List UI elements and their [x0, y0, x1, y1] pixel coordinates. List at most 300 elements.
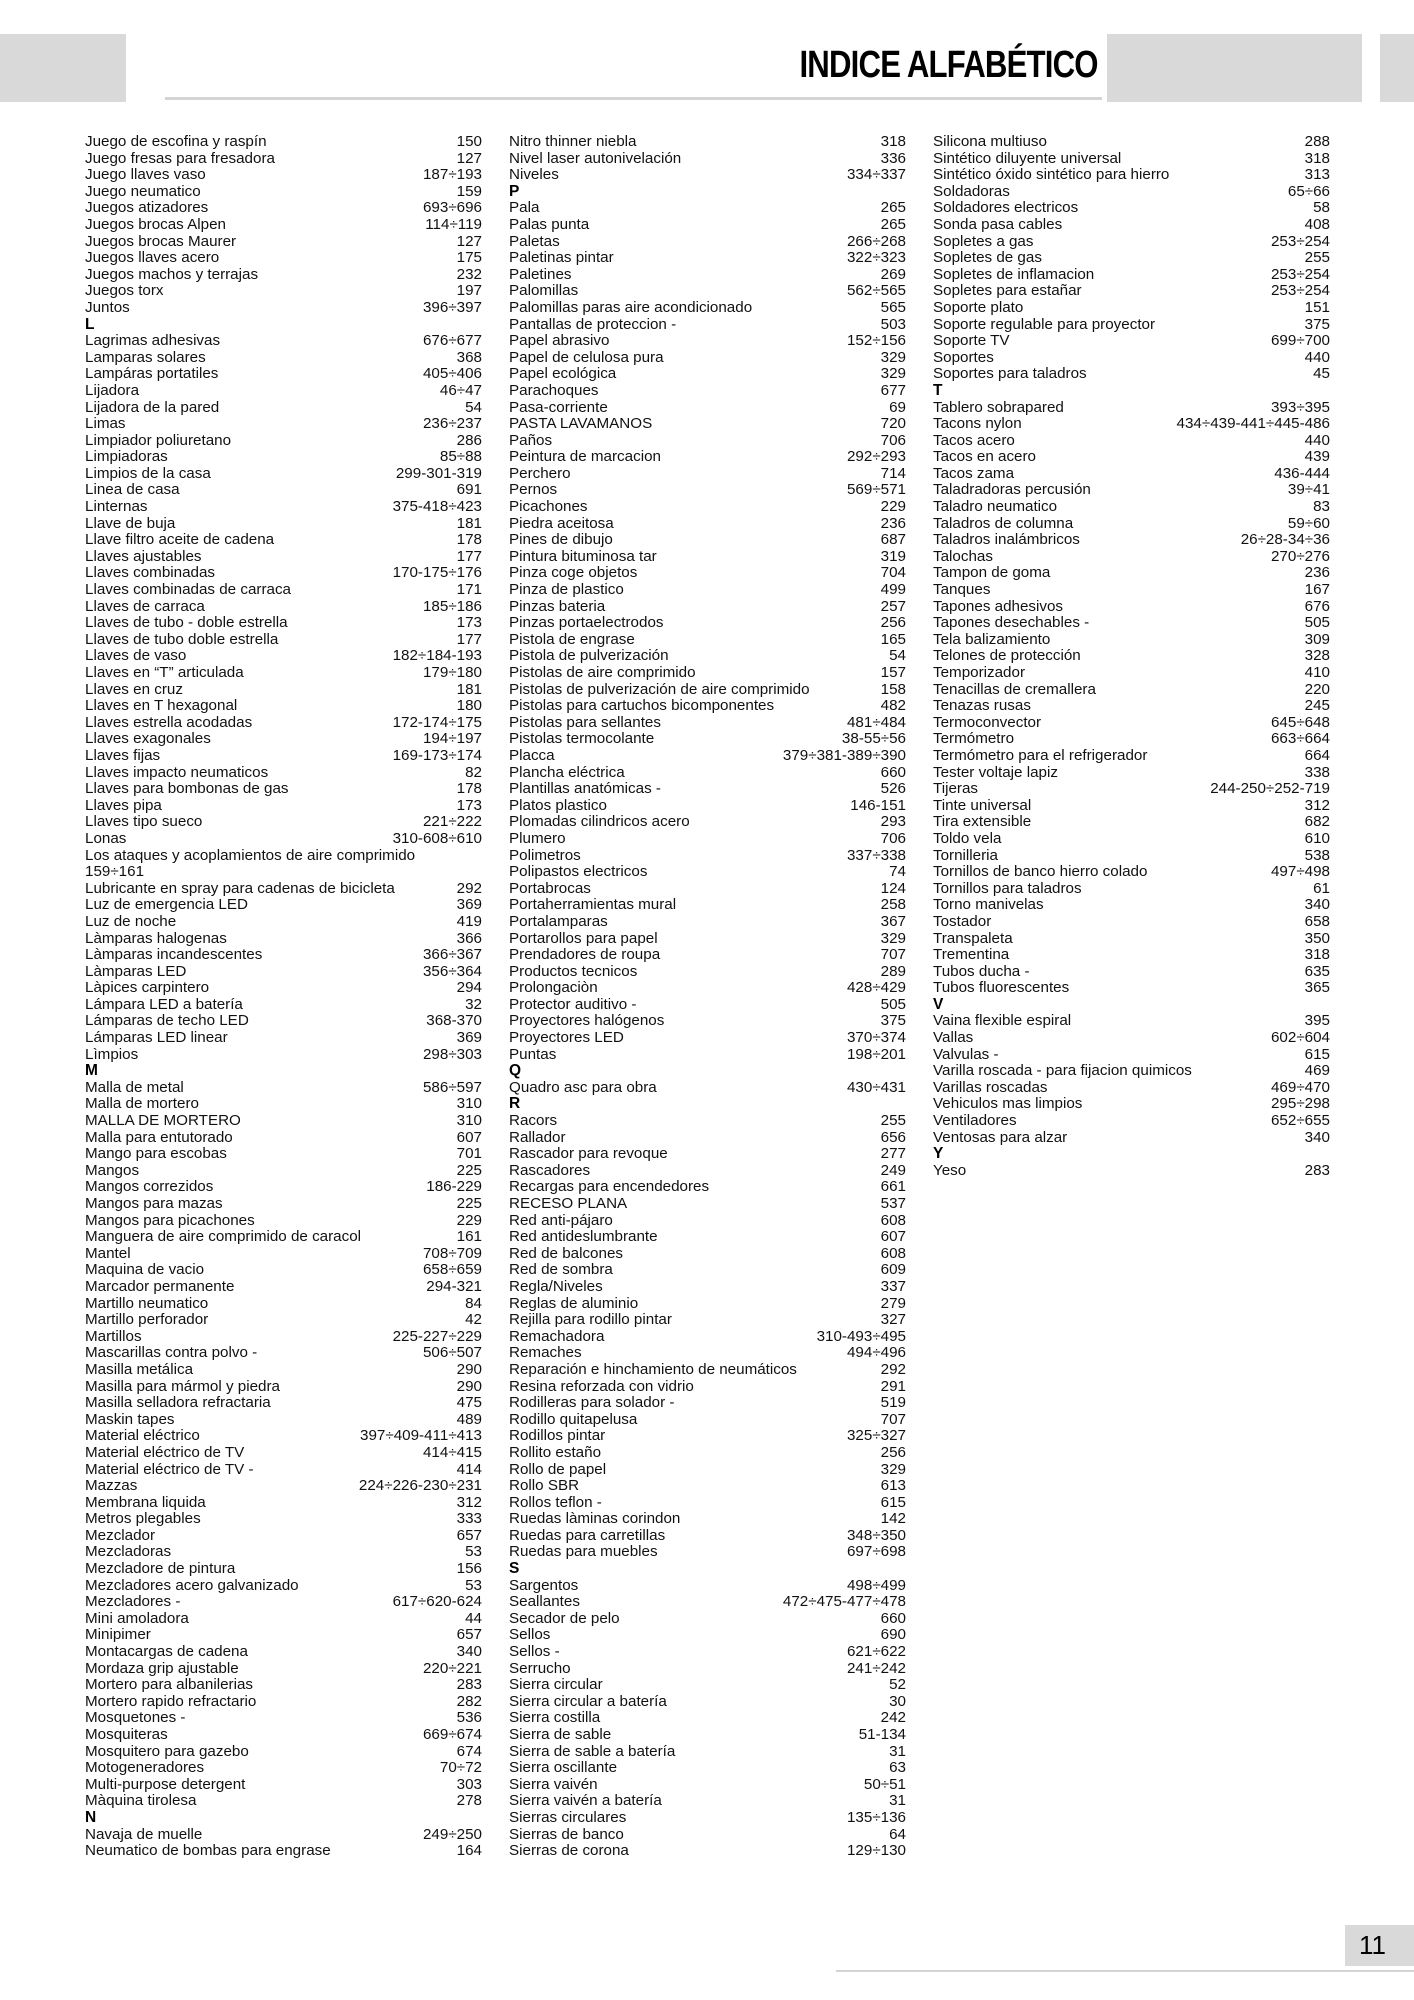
index-entry [509, 914, 906, 931]
entry-page-ref: 312 [456, 1493, 482, 1511]
entry-name: Rejilla para rodillo pintar [509, 1311, 672, 1329]
entry-page-ref: 85÷88 [439, 448, 482, 466]
index-entry [509, 416, 906, 433]
entry-page-ref: 340 [456, 1643, 482, 1661]
entry-name: Tester voltaje lapiz [933, 763, 1058, 781]
entry-name: Lámparas de techo LED [85, 1012, 249, 1030]
entry-page-ref: 269 [880, 265, 906, 283]
entry-name: Proyectores halógenos [509, 1012, 665, 1030]
entry-page-ref: 310 [456, 1112, 482, 1130]
entry-name: Transpaleta [933, 929, 1013, 947]
entry-page-ref: 499 [880, 581, 906, 599]
entry-page-ref: 253÷254 [1270, 232, 1330, 250]
index-entry [509, 1395, 906, 1412]
entry-name: Linternas [85, 498, 148, 516]
index-entry [509, 615, 906, 632]
entry-name: Lijadora de la pared [85, 398, 220, 416]
entry-name: Pasa-corriente [509, 398, 608, 416]
entry-page-ref: 329 [880, 1460, 906, 1478]
entry-page-ref: 322÷323 [846, 249, 906, 267]
index-entry [85, 781, 482, 798]
entry-page-ref: 279 [880, 1294, 906, 1312]
entry-name: Juego llaves vaso [85, 166, 206, 184]
entry-page-ref: 292÷293 [846, 448, 906, 466]
entry-name: Martillo neumatico [85, 1294, 209, 1312]
entry-page-ref: 194÷197 [422, 730, 482, 748]
entry-page-ref: 329 [880, 365, 906, 383]
entry-page-ref: 720 [880, 415, 906, 433]
entry-page-ref: 159÷161 [85, 863, 145, 881]
entry-page-ref: 657 [456, 1526, 482, 1544]
index-entry [509, 1827, 906, 1844]
entry-page-ref: 318 [880, 133, 906, 150]
entry-page-ref: 290 [456, 1360, 482, 1378]
entry-name: Llaves pipa [85, 796, 162, 814]
entry-name: Tacos zama [933, 464, 1015, 482]
entry-name: Tijeras [933, 780, 979, 798]
entry-name: Pinza coge objetos [509, 564, 638, 582]
index-entry [85, 682, 482, 699]
entry-page-ref: 124 [880, 879, 906, 897]
entry-page-ref: 127 [456, 232, 482, 250]
entry-page-ref: 538 [1304, 846, 1330, 864]
index-entry [509, 1345, 906, 1362]
entry-page-ref: 157 [880, 664, 906, 681]
entry-name: Serrucho [509, 1659, 571, 1677]
entry-page-ref: 277 [880, 1145, 906, 1163]
entry-page-ref: 313 [1304, 166, 1330, 184]
entry-name: Pistolas de pulverización de aire comprimido [509, 680, 810, 698]
entry-name: RECESO PLANA [509, 1195, 628, 1212]
entry-name: Tornillos para taladros [933, 879, 1082, 897]
entry-name: Quadro asc para obra [509, 1078, 657, 1096]
index-entry [933, 267, 1330, 284]
entry-page-ref: 135÷136 [846, 1808, 906, 1826]
entry-name: Juegos torx [85, 282, 164, 300]
index-entry [509, 1462, 906, 1479]
entry-page-ref: 706 [880, 829, 906, 847]
index-entry [85, 1213, 482, 1230]
index-entry [85, 366, 482, 383]
index-entry [85, 648, 482, 665]
index-entry [85, 1611, 482, 1628]
entry-name: Termómetro para el refrigerador [933, 746, 1148, 764]
index-entry [85, 831, 482, 848]
entry-name: Pistola de engrase [509, 630, 635, 648]
index-entry [85, 1478, 482, 1495]
entry-page-ref: 318 [1304, 946, 1330, 964]
index-entry [85, 565, 482, 582]
index-entry [509, 781, 906, 798]
index-entry [933, 300, 1330, 317]
entry-page-ref: 54 [889, 647, 906, 665]
entry-name: Rascadores [509, 1161, 591, 1179]
index-entry [509, 283, 906, 300]
entry-page-ref: 150 [456, 133, 482, 150]
entry-page-ref: 663÷664 [1270, 730, 1330, 748]
index-entry [85, 1744, 482, 1761]
index-entry [933, 814, 1330, 831]
index-entry [85, 1827, 482, 1844]
entry-page-ref: 505 [1304, 614, 1330, 632]
entry-page-ref: 336 [880, 149, 906, 167]
entry-page-ref: 469 [1304, 1062, 1330, 1080]
index-entry [85, 1710, 482, 1727]
index-entry [509, 1213, 906, 1230]
index-entry [509, 267, 906, 284]
index-entry [933, 781, 1330, 798]
entry-page-ref: 177 [456, 547, 482, 565]
entry-name: Mortero rapido refractario [85, 1692, 257, 1710]
entry-page-ref: 505 [880, 995, 906, 1013]
entry-page-ref: 167 [1304, 581, 1330, 599]
entry-name: Montacargas de cadena [85, 1643, 248, 1661]
index-entry [509, 1196, 906, 1213]
entry-page-ref: 46÷47 [439, 381, 482, 399]
entry-page-ref: 52 [889, 1676, 906, 1694]
entry-name: Tenazas rusas [933, 697, 1031, 715]
entry-name: MALLA DE MORTERO [85, 1112, 241, 1130]
entry-page-ref: 31 [889, 1792, 906, 1810]
entry-name: Sierras de banco [509, 1825, 624, 1843]
footer-rule [836, 1970, 1414, 1972]
index-entry [933, 1096, 1330, 1113]
entry-name: Mezcladoras [85, 1543, 172, 1561]
entry-page-ref: 253÷254 [1270, 265, 1330, 283]
entry-name: Tostador [933, 912, 992, 930]
section-letter: R [509, 1095, 521, 1113]
index-entry [85, 1096, 482, 1113]
entry-name: Pistolas termocolante [509, 730, 655, 748]
index-entry [933, 964, 1330, 981]
entry-name: Niveles [509, 166, 559, 184]
index-entry [85, 1661, 482, 1678]
index-entry [509, 482, 906, 499]
header-rule [165, 97, 1102, 100]
entry-name: Juego de escofina y raspín [85, 133, 267, 150]
index-entry [933, 715, 1330, 732]
entry-name: Neumatico de bombas para engrase [85, 1842, 331, 1860]
entry-name: Rodilleras para solador - [509, 1394, 675, 1412]
index-entry [85, 1528, 482, 1545]
entry-name: Multi-purpose detergent [85, 1775, 246, 1793]
index-entry [933, 151, 1330, 168]
entry-name: Termoconvector [933, 713, 1042, 731]
entry-name: Secador de pelo [509, 1609, 620, 1627]
entry-page-ref: 61 [1313, 879, 1330, 897]
entry-page-ref: 298÷303 [422, 1045, 482, 1063]
entry-name: Paños [509, 431, 553, 449]
entry-name: Sierra circular [509, 1676, 603, 1694]
entry-page-ref: 526 [880, 780, 906, 798]
entry-name: Papel abrasivo [509, 332, 610, 350]
index-entry [85, 350, 482, 367]
index-entry [85, 1196, 482, 1213]
entry-page-ref: 253÷254 [1270, 282, 1330, 300]
entry-name: Sierra vaivén a batería [509, 1792, 662, 1810]
index-entry [509, 831, 906, 848]
index-entry [509, 383, 906, 400]
entry-name: Tubos fluorescentes [933, 979, 1070, 997]
index-entry [509, 648, 906, 665]
index-entry [85, 134, 482, 151]
entry-name: Martillo perforador [85, 1311, 209, 1329]
entry-page-ref: 182÷184-193 [392, 647, 482, 665]
index-entry [85, 400, 482, 417]
entry-name: Martillos [85, 1327, 142, 1345]
entry-name: Limas [85, 415, 126, 433]
entry-name: Pintura bituminosa tar [509, 547, 657, 565]
entry-name: Mascarillas contra polvo - [85, 1344, 258, 1362]
index-entry [509, 1478, 906, 1495]
entry-page-ref: 333 [456, 1510, 482, 1528]
index-entry [933, 200, 1330, 217]
entry-name: Nivel laser autonivelación [509, 149, 682, 167]
entry-page-ref: 337÷338 [846, 846, 906, 864]
entry-name: Portabrocas [509, 879, 591, 897]
entry-name: Llaves de carraca [85, 597, 205, 615]
entry-page-ref: 693÷696 [422, 199, 482, 217]
entry-name: Sopletes de inflamacion [933, 265, 1095, 283]
index-entry [85, 1561, 482, 1578]
entry-page-ref: 610 [1304, 829, 1330, 847]
entry-page-ref: 172-174÷175 [392, 713, 482, 731]
index-entry [85, 1229, 482, 1246]
index-entry [85, 250, 482, 267]
entry-name: Portaherramientas mural [509, 896, 677, 914]
entry-page-ref: 497÷498 [1270, 863, 1330, 881]
index-entry [509, 881, 906, 898]
entry-page-ref: 127 [456, 149, 482, 167]
entry-page-ref: 270÷276 [1270, 547, 1330, 565]
entry-page-ref: 669÷674 [422, 1726, 482, 1743]
entry-name: Red de sombra [509, 1261, 613, 1279]
entry-page-ref: 236 [1304, 564, 1330, 582]
index-entry [509, 1511, 906, 1528]
entry-name: Mangos correzidos [85, 1178, 214, 1196]
entry-page-ref: 38-55÷56 [841, 730, 906, 748]
entry-name: Mosquiteras [85, 1726, 168, 1743]
entry-name: Marcador permanente [85, 1277, 235, 1295]
entry-name: Màquina tirolesa [85, 1792, 197, 1810]
index-entry [509, 1495, 906, 1512]
index-entry [85, 1279, 482, 1296]
index-entry [933, 864, 1330, 881]
index-entry [85, 1843, 482, 1860]
entry-name: Tenacillas de cremallera [933, 680, 1096, 698]
entry-name: Ruedas làminas corindon [509, 1510, 681, 1528]
entry-page-ref: 340 [1304, 1128, 1330, 1146]
entry-page-ref: 368 [456, 348, 482, 366]
entry-name: Sopletes de gas [933, 249, 1042, 267]
entry-page-ref: 658÷659 [422, 1261, 482, 1279]
entry-page-ref: 30 [889, 1692, 906, 1710]
entry-page-ref: 319 [880, 547, 906, 565]
entry-name: Lìmpios [85, 1045, 139, 1063]
entry-page-ref: 255 [880, 1112, 906, 1130]
entry-name: Mezcladores - [85, 1593, 181, 1611]
entry-name: Remaches [509, 1344, 582, 1362]
entry-page-ref: 701 [456, 1145, 482, 1163]
entry-page-ref: 59÷60 [1287, 514, 1330, 532]
index-entry [509, 1296, 906, 1313]
entry-page-ref: 652÷655 [1270, 1112, 1330, 1130]
entry-name: Parachoques [509, 381, 599, 399]
index-entry [933, 881, 1330, 898]
entry-page-ref: 53 [465, 1576, 482, 1594]
index-entry [509, 466, 906, 483]
entry-name: Pinza de plastico [509, 581, 624, 599]
index-entry [509, 449, 906, 466]
index-entry [509, 582, 906, 599]
entry-name: Juego neumatico [85, 182, 201, 200]
entry-name: Juegos machos y terrajas [85, 265, 259, 283]
index-entry [509, 167, 906, 184]
entry-name: Pistolas para sellantes [509, 713, 661, 731]
index-entry [933, 682, 1330, 699]
entry-page-ref: 312 [1304, 796, 1330, 814]
entry-name: Mini amoladora [85, 1609, 189, 1627]
entry-name: Portalamparas [509, 912, 608, 930]
entry-page-ref: 430÷431 [846, 1078, 906, 1096]
entry-page-ref: 393÷395 [1270, 398, 1330, 416]
entry-page-ref: 70÷72 [439, 1759, 482, 1777]
entry-page-ref: 414 [456, 1460, 482, 1478]
index-entry [509, 1644, 906, 1661]
index-entry [509, 549, 906, 566]
entry-page-ref: 292 [456, 879, 482, 897]
page-title: INDICE ALFABÉTICO [799, 44, 1098, 86]
index-entry [509, 1445, 906, 1462]
entry-name: Red de balcones [509, 1244, 623, 1262]
entry-name: Minipimer [85, 1626, 151, 1644]
entry-page-ref: 635 [1304, 962, 1330, 980]
index-entry [509, 1179, 906, 1196]
index-entry [509, 1362, 906, 1379]
entry-page-ref: 569÷571 [846, 481, 906, 499]
index-entry [509, 1130, 906, 1147]
index-entry [509, 217, 906, 234]
entry-page-ref: 699÷700 [1270, 332, 1330, 350]
entry-name: Llaves para bombonas de gas [85, 780, 289, 798]
index-entry [509, 1113, 906, 1130]
entry-name: Juegos atizadores [85, 199, 209, 217]
entry-name: Llave de buja [85, 514, 176, 532]
entry-name: Rodillos pintar [509, 1427, 606, 1445]
index-entry [85, 416, 482, 433]
entry-page-ref: 621÷622 [846, 1643, 906, 1661]
entry-page-ref: 503 [880, 315, 906, 333]
entry-name: Masilla para mármol y piedra [85, 1377, 280, 1395]
entry-name: Papel ecológica [509, 365, 617, 383]
entry-page-ref: 414÷415 [422, 1443, 482, 1461]
entry-name: Sellos - [509, 1643, 560, 1661]
entry-page-ref: 170-175÷176 [392, 564, 482, 582]
entry-page-ref: 607 [456, 1128, 482, 1146]
entry-name: Mangos para mazas [85, 1195, 223, 1212]
entry-page-ref: 186-229 [426, 1178, 482, 1196]
index-entry [509, 1379, 906, 1396]
index-column-2 [509, 134, 906, 1860]
index-entry [85, 1578, 482, 1595]
entry-name: Los ataques y acoplamientos de aire comprimido [85, 846, 416, 864]
index-entry [933, 798, 1330, 815]
index-entry [509, 300, 906, 317]
entry-page-ref: 286 [456, 431, 482, 449]
entry-page-ref: 129÷130 [846, 1842, 906, 1860]
entry-page-ref: 265 [880, 199, 906, 217]
index-entry [85, 1594, 482, 1611]
index-entry [933, 1080, 1330, 1097]
index-entry [85, 499, 482, 516]
entry-page-ref: 369 [456, 896, 482, 914]
entry-name: Picachones [509, 498, 588, 516]
entry-page-ref: 245 [1304, 697, 1330, 715]
index-entry [933, 831, 1330, 848]
entry-page-ref: 32 [465, 995, 482, 1013]
entry-name: Red antideslumbrante [509, 1228, 658, 1246]
entry-page-ref: 375 [1304, 315, 1330, 333]
entry-page-ref: 334÷337 [846, 166, 906, 184]
entry-page-ref: 295÷298 [1270, 1095, 1330, 1113]
entry-name: Talochas [933, 547, 993, 565]
entry-page-ref: 159 [456, 182, 482, 200]
entry-name: Vaina flexible espiral [933, 1012, 1072, 1030]
entry-page-ref: 350 [1304, 929, 1330, 947]
entry-name: Mezcladores acero galvanizado [85, 1576, 299, 1594]
entry-page-ref: 171 [456, 581, 482, 599]
entry-name: Palas punta [509, 215, 590, 233]
entry-name: Sintético diluyente universal [933, 149, 1122, 167]
index-entry [933, 433, 1330, 450]
header-block-edge [1380, 34, 1414, 102]
entry-name: Sierra circular a batería [509, 1692, 667, 1710]
index-entry [85, 582, 482, 599]
entry-name: Torno manivelas [933, 896, 1044, 914]
index-entry [933, 980, 1330, 997]
index-entry [85, 1362, 482, 1379]
entry-name: Reparación e hinchamiento de neumáticos [509, 1360, 797, 1378]
index-entry [85, 715, 482, 732]
entry-page-ref: 221÷222 [422, 813, 482, 831]
entry-name: Sargentos [509, 1576, 579, 1594]
index-entry [85, 1544, 482, 1561]
entry-page-ref: 53 [465, 1543, 482, 1561]
entry-name: Juntos [85, 298, 130, 316]
index-entry [85, 1329, 482, 1346]
index-entry [509, 665, 906, 682]
entry-name: Rollito estaño [509, 1443, 602, 1461]
index-entry [85, 1777, 482, 1794]
entry-page-ref: 177 [456, 630, 482, 648]
entry-name: Llaves combinadas de carraca [85, 581, 291, 599]
entry-name: Regla/Niveles [509, 1277, 603, 1295]
index-entry [933, 897, 1330, 914]
entry-name: Tapones adhesivos [933, 597, 1064, 615]
section-letter: Q [509, 1062, 522, 1080]
entry-name: Mango para escobas [85, 1145, 227, 1163]
entry-name: Limpiadoras [85, 448, 168, 466]
index-entry [933, 1163, 1330, 1180]
entry-page-ref: 42 [465, 1311, 482, 1329]
entry-page-ref: 178 [456, 531, 482, 549]
index-entry [85, 1146, 482, 1163]
entry-page-ref: 356÷364 [422, 962, 482, 980]
entry-name: Soportes para taladros [933, 365, 1087, 383]
index-entry [933, 466, 1330, 483]
entry-name: Mezcladore de pintura [85, 1560, 236, 1578]
entry-name: Rollos teflon - [509, 1493, 602, 1511]
